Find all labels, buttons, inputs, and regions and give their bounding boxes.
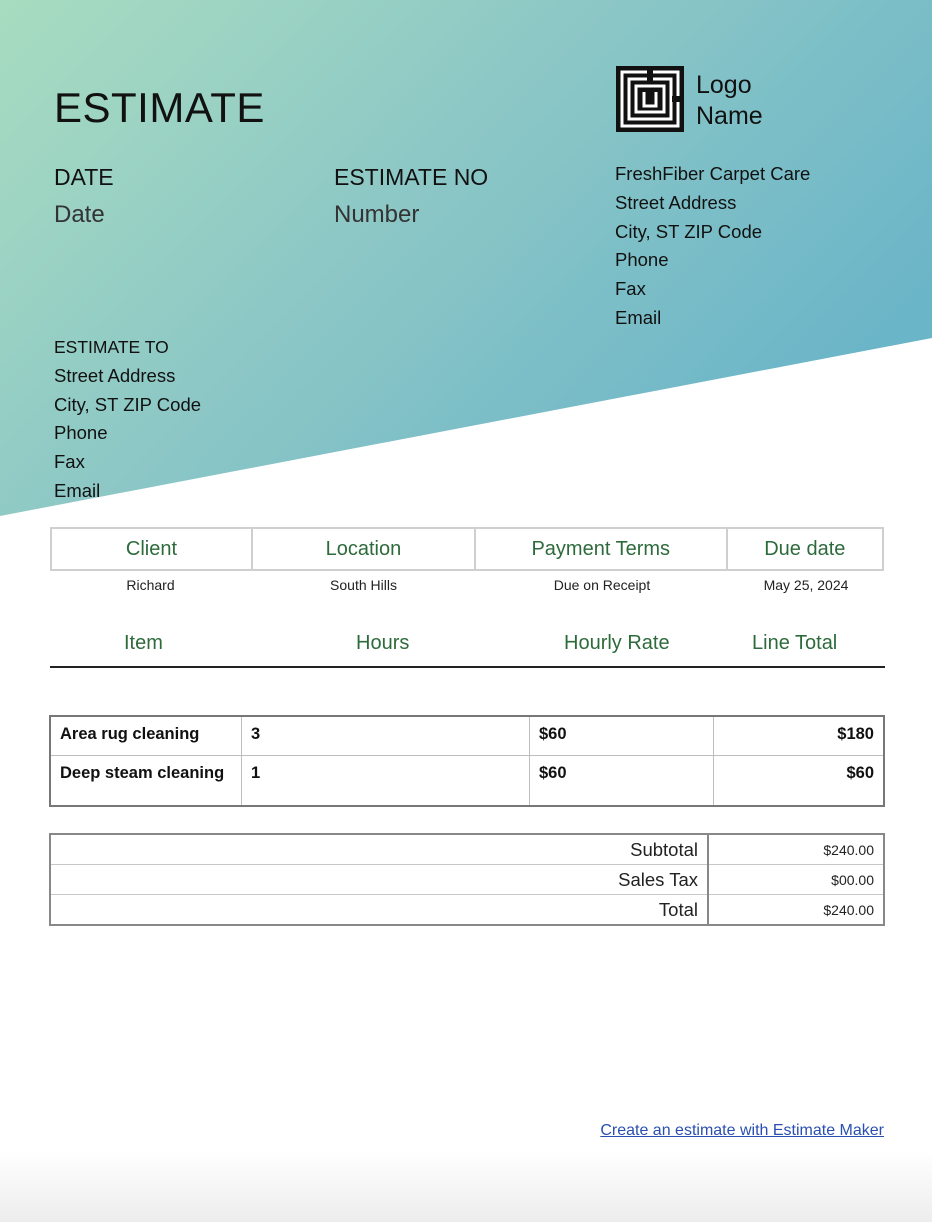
- logo-line-2: Name: [696, 102, 763, 130]
- items-header-item: Item: [124, 632, 163, 654]
- items-header: [50, 630, 885, 668]
- date-label: DATE: [54, 164, 114, 190]
- document-title: ESTIMATE: [54, 84, 265, 131]
- totals-table: [49, 833, 885, 926]
- bottom-fade: [0, 1150, 932, 1222]
- info-header-payment-terms: Payment Terms: [475, 528, 727, 570]
- date-value: Date: [54, 201, 105, 228]
- maze-logo-icon: [616, 66, 684, 132]
- company-email: Email: [615, 306, 662, 328]
- estimate-to-label: ESTIMATE TO: [54, 337, 169, 357]
- info-value-payment-terms: Due on Receipt: [553, 577, 651, 593]
- company-phone: Phone: [615, 249, 669, 271]
- item-rate: $60: [530, 755, 714, 806]
- info-values-row: [50, 577, 884, 593]
- company-address: [615, 160, 810, 333]
- estimate-to-block: [54, 333, 201, 506]
- sales-tax-value: $00.00: [708, 865, 884, 895]
- company-street: Street Address: [615, 191, 737, 213]
- estimate-no-value: Number: [334, 201, 420, 228]
- estimate-to-phone: Phone: [54, 422, 108, 444]
- item-name: Area rug cleaning: [50, 716, 242, 755]
- table-row: [50, 716, 884, 755]
- info-header-table: [50, 527, 884, 571]
- estimate-to-street: Street Address: [54, 364, 176, 386]
- total-label: Total: [50, 895, 708, 926]
- info-value-due-date: May 25, 2024: [763, 577, 849, 593]
- table-row: [50, 755, 884, 806]
- total-value: $240.00: [708, 895, 884, 926]
- items-header-rate: Hourly Rate: [564, 632, 670, 654]
- items-table: [49, 715, 885, 807]
- estimate-to-email: Email: [54, 479, 101, 501]
- estimate-to-fax: Fax: [54, 451, 85, 473]
- totals-row-total: [50, 895, 884, 926]
- sales-tax-label: Sales Tax: [50, 865, 708, 895]
- items-header-total: Line Total: [752, 632, 838, 654]
- info-value-location: South Hills: [330, 577, 397, 593]
- info-header-due-date: Due date: [727, 528, 883, 570]
- estimate-maker-link[interactable]: Create an estimate with Estimate Maker: [600, 1122, 884, 1139]
- subtotal-value: $240.00: [708, 834, 884, 865]
- company-fax: Fax: [615, 278, 646, 300]
- info-header-client: Client: [51, 528, 252, 570]
- item-total: $180: [714, 716, 885, 755]
- item-rate: $60: [530, 716, 714, 755]
- info-header-location: Location: [252, 528, 475, 570]
- estimate-to-city: City, ST ZIP Code: [54, 393, 202, 415]
- totals-row-subtotal: [50, 834, 884, 865]
- subtotal-label: Subtotal: [50, 834, 708, 865]
- info-value-client: Richard: [126, 577, 175, 593]
- items-header-hours: Hours: [356, 632, 410, 654]
- item-name: Deep steam cleaning: [50, 755, 242, 806]
- totals-row-sales-tax: [50, 865, 884, 895]
- company-city: City, ST ZIP Code: [615, 220, 763, 242]
- logo-line-1: Logo: [696, 71, 752, 99]
- item-hours: 1: [242, 755, 530, 806]
- item-hours: 3: [242, 716, 530, 755]
- estimate-no-label: ESTIMATE NO: [334, 164, 489, 190]
- company-name: FreshFiber Carpet Care: [615, 163, 811, 184]
- logo-name: [696, 70, 763, 132]
- item-total: $60: [714, 755, 885, 806]
